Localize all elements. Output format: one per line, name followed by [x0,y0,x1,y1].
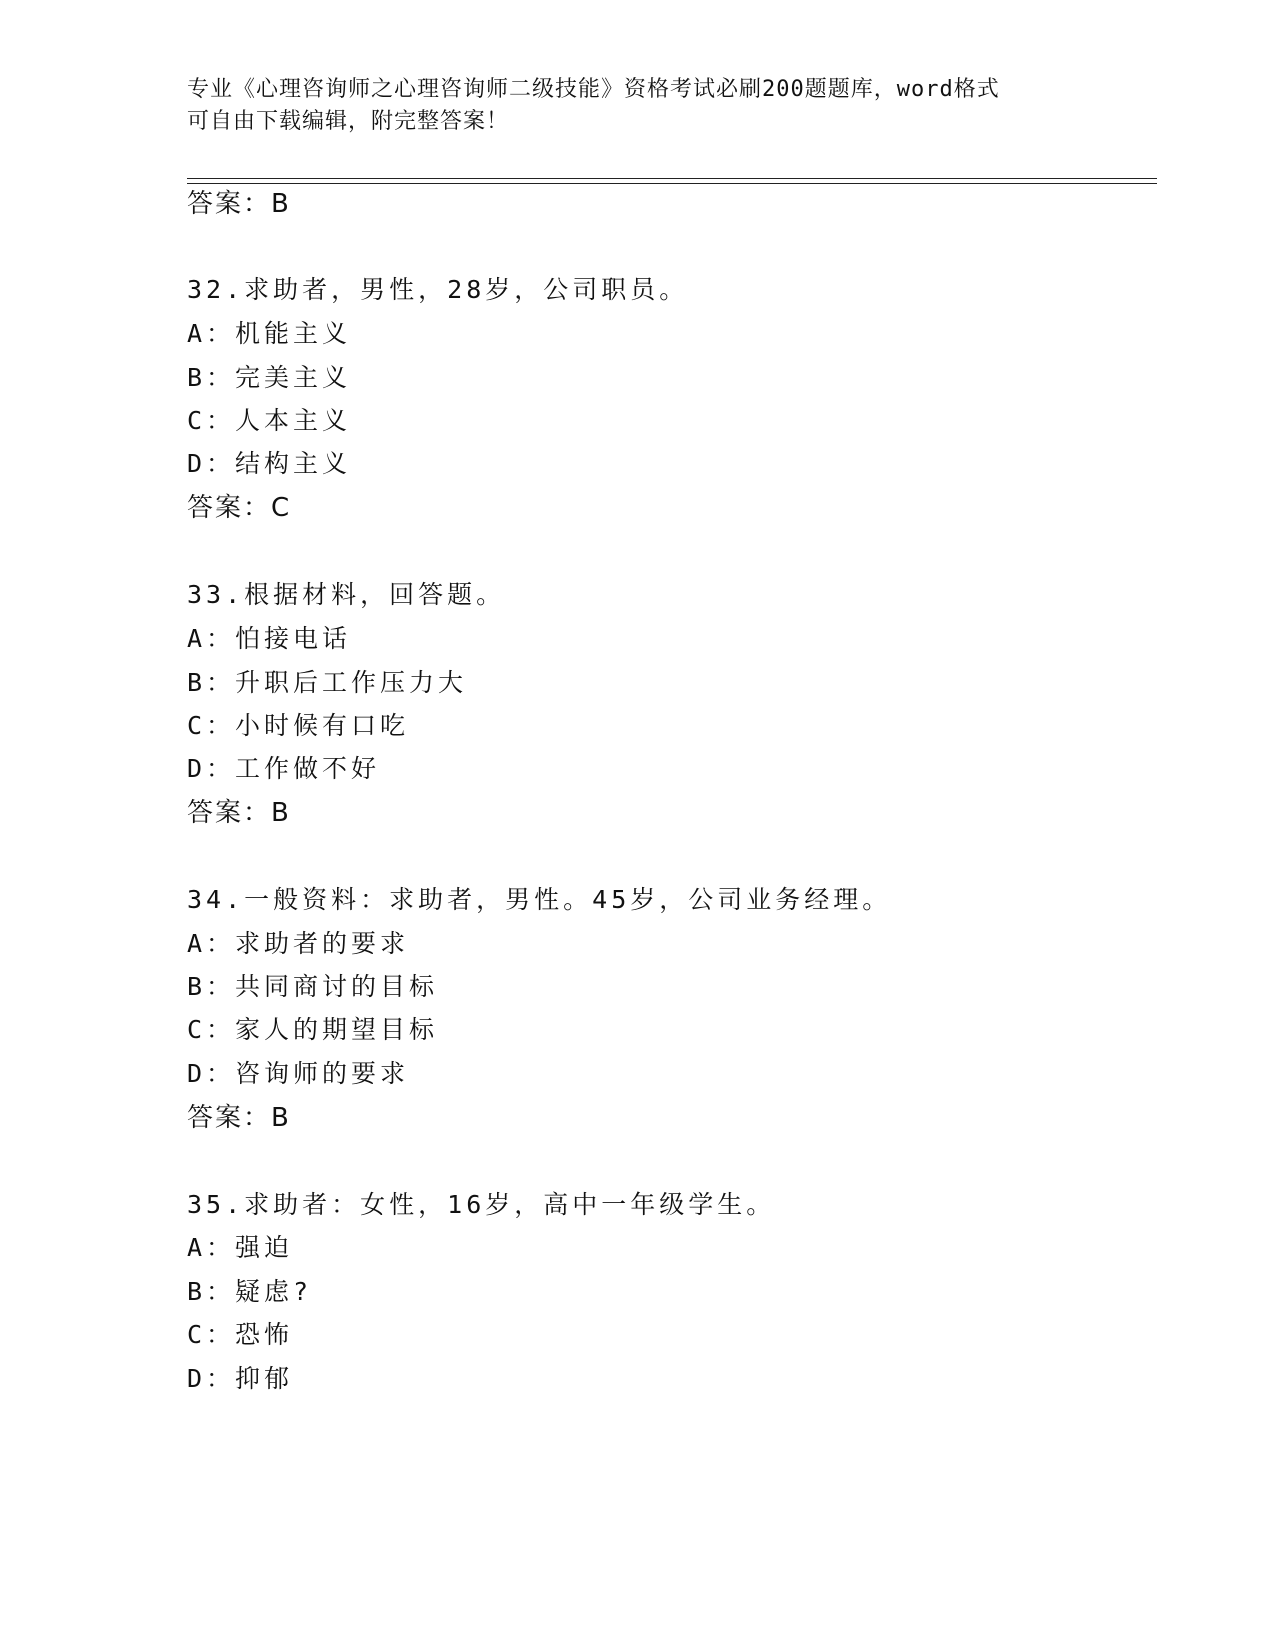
question-34-answer: 答案：B [187,1103,291,1133]
question-33-answer: 答案：B [187,798,291,828]
question-33-stem: 33.根据材料，回答题。 [187,580,506,609]
header-divider [187,178,1157,184]
question-32-option-d: D：结构主义 [187,449,352,478]
question-35-option-c: C：恐怖 [187,1320,294,1349]
question-33-option-d: D：工作做不好 [187,754,381,783]
header-line-1: 专业《心理咨询师之心理咨询师二级技能》资格考试必刷200题题库，word格式 [187,77,1000,102]
document-header [187,74,1067,138]
header-line-2: 可自由下载编辑，附完整答案！ [187,109,510,134]
question-33-option-c: C：小时候有口吃 [187,711,410,740]
question-33-option-b: B：升职后工作压力大 [187,668,468,697]
document-page [187,0,1157,1650]
question-35-stem: 35.求助者：女性，16岁，高中一年级学生。 [187,1190,776,1219]
question-32-option-a: A：机能主义 [187,319,352,348]
question-32-stem: 32.求助者，男性，28岁，公司职员。 [187,275,689,304]
question-33-option-a: A：怕接电话 [187,624,352,653]
question-32-option-c: C：人本主义 [187,406,352,435]
question-35-option-d: D：抑郁 [187,1364,294,1393]
question-32-option-b: B：完美主义 [187,363,352,392]
question-34-option-c: C：家人的期望目标 [187,1015,439,1044]
question-34-option-d: D：咨询师的要求 [187,1059,410,1088]
question-34-option-b: B：共同商讨的目标 [187,972,439,1001]
question-34-stem: 34.一般资料：求助者，男性。45岁，公司业务经理。 [187,885,892,914]
question-35-option-b: B：疑虑? [187,1277,313,1306]
question-32-answer: 答案：C [187,493,292,523]
previous-answer: 答案：B [187,189,291,219]
question-35-option-a: A：强迫 [187,1233,294,1262]
question-34-option-a: A：求助者的要求 [187,929,410,958]
